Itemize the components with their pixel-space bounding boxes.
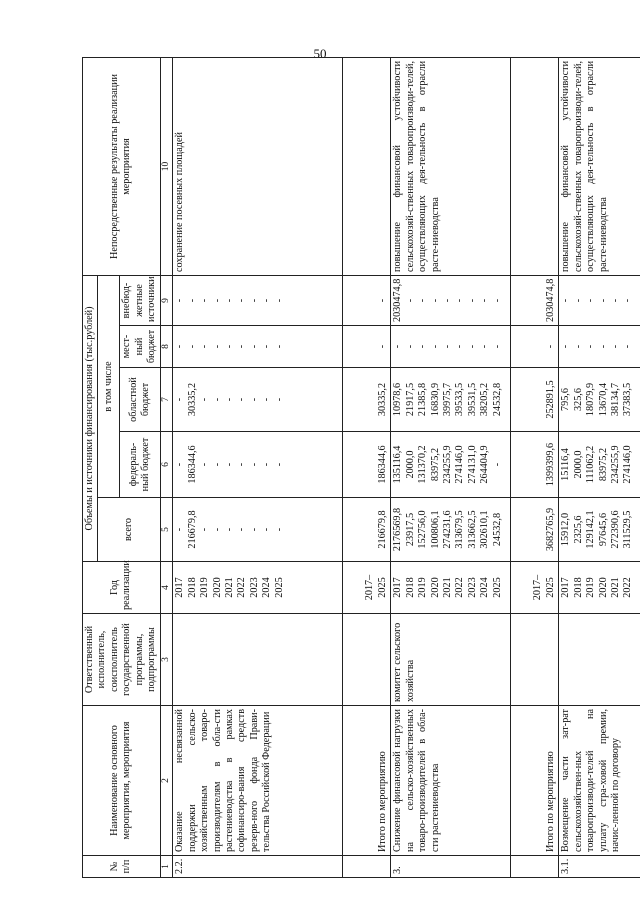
cell-value: - — [622, 298, 634, 303]
row-result: повышение финансовой устойчивости сельскохозяй-ственных товаропроизводи-телей, осуществляющих дея-тельность в отрасли расте-ниеводства — [391, 57, 511, 275]
col-number: 1 — [160, 856, 173, 878]
cell-value: - — [273, 298, 285, 303]
cell-value: 2022 — [454, 577, 466, 598]
cell-value: 97645,6 — [597, 512, 609, 547]
total-local: - — [343, 326, 391, 368]
cell-value: 129142,1 — [585, 510, 597, 549]
cell-value: - — [609, 298, 621, 303]
cell-value: - — [211, 298, 223, 303]
cell-value: 2000,0 — [572, 450, 584, 479]
row-extra — [559, 275, 640, 325]
cell-value: - — [441, 344, 453, 349]
cell-value: - — [404, 344, 416, 349]
cell-value: - — [479, 298, 491, 303]
row-result: сохранение посевных площадей — [173, 57, 343, 275]
row-extra — [173, 275, 343, 325]
row-years — [391, 562, 511, 614]
cell-value: - — [211, 462, 223, 467]
column-numbers-row — [160, 57, 173, 877]
cell-value: - — [261, 527, 273, 532]
cell-value: - — [441, 298, 453, 303]
row-years — [559, 562, 640, 614]
row-local — [173, 326, 343, 368]
cell-value: 2021 — [223, 577, 235, 598]
cell-value: 216679,8 — [186, 510, 198, 549]
cell-value: 2176569,8 — [392, 507, 404, 552]
cell-value: - — [174, 527, 186, 532]
cell-value: 2023 — [248, 577, 260, 598]
cell-value: 264404,9 — [479, 445, 491, 484]
cell-value: - — [417, 298, 429, 303]
cell-value: - — [466, 298, 478, 303]
header-federal: федераль-ный бюджет — [120, 432, 160, 498]
cell-value: - — [392, 344, 404, 349]
cell-value: - — [248, 344, 260, 349]
cell-value: - — [174, 298, 186, 303]
cell-value: - — [223, 397, 235, 402]
cell-value: - — [261, 462, 273, 467]
cell-value: 2024 — [261, 577, 273, 598]
cell-value: - — [174, 397, 186, 402]
col-number: 3 — [160, 614, 173, 706]
cell-value: - — [491, 462, 503, 467]
cell-value: - — [211, 397, 223, 402]
cell-value: 2019 — [417, 577, 429, 598]
row-federal — [559, 432, 640, 498]
row-extra — [391, 275, 511, 325]
row-total — [391, 498, 511, 562]
col-number: 7 — [160, 368, 173, 432]
cell-value: 18079,9 — [585, 382, 597, 417]
cell-value: 274146,0 — [622, 445, 634, 484]
cell-value: 2019 — [585, 577, 597, 598]
total-sum: 3682765,9 — [511, 498, 559, 562]
cell-value: - — [248, 397, 260, 402]
cell-value: 234255,9 — [609, 445, 621, 484]
cell-value: - — [174, 462, 186, 467]
row-years — [173, 562, 343, 614]
cell-value: - — [261, 397, 273, 402]
cell-value: - — [186, 344, 198, 349]
cell-value: - — [211, 527, 223, 532]
cell-value: 2022 — [236, 577, 248, 598]
cell-value: 186344,6 — [186, 445, 198, 484]
header-num: № п/п — [83, 856, 161, 878]
cell-value: 111062,2 — [585, 445, 597, 484]
row-local — [559, 326, 640, 368]
cell-value: 234255,9 — [441, 445, 453, 484]
cell-value: 2018 — [186, 577, 198, 598]
row-name: Возмещение части зат-рат сельскохозяйствен-ных товаропроизводи-телей на уплату стра-ховой премии, начис-ленной по договору — [559, 706, 640, 856]
cell-value: 37383,5 — [622, 382, 634, 417]
cell-value: - — [223, 344, 235, 349]
total-regional: 30335,2 — [343, 368, 391, 432]
cell-value: - — [223, 298, 235, 303]
col-number: 9 — [160, 275, 173, 325]
row-federal — [173, 432, 343, 498]
row-total — [173, 498, 343, 562]
cell-value: 15116,4 — [560, 448, 572, 481]
row-responsible: комитет сельского хозяйства — [391, 614, 511, 706]
cell-value: - — [609, 344, 621, 349]
cell-value: 135116,4 — [392, 445, 404, 484]
table-row-2-2 — [173, 57, 343, 877]
total-extra: - — [343, 275, 391, 325]
cell-value: - — [248, 298, 260, 303]
cell-value: 2000,0 — [404, 450, 416, 479]
row-responsible — [559, 614, 640, 706]
cell-value: - — [236, 344, 248, 349]
row-name: Снижение финансовой нагрузки на сельско-хозяйственных товаро-производителей в обла-сти растениеводства — [391, 706, 511, 856]
rotated-page — [82, 58, 634, 878]
cell-value: 272390,6 — [609, 510, 621, 549]
total-federal: 1399399,6 — [511, 432, 559, 498]
cell-value: 16830,9 — [429, 382, 441, 417]
cell-value: 311529,5 — [622, 510, 634, 549]
cell-value: - — [199, 527, 211, 532]
cell-value: - — [491, 298, 503, 303]
total-local: - — [511, 326, 559, 368]
total-label: Итого по мероприятию — [511, 706, 559, 856]
header-name: Наименование основного мероприятия, мероприятия — [83, 706, 161, 856]
cell-value: - — [572, 298, 584, 303]
cell-value: 23917,5 — [404, 512, 416, 547]
col-number: 10 — [160, 57, 173, 275]
cell-value: - — [186, 298, 198, 303]
cell-value: 274131,0 — [466, 445, 478, 484]
cell-value: 795,6 — [560, 388, 572, 411]
cell-value: - — [248, 462, 260, 467]
cell-value: 274146,0 — [454, 445, 466, 484]
cell-value: - — [261, 344, 273, 349]
header-inclusive: в том числе — [98, 275, 120, 497]
total-period: 2017–2025 — [343, 562, 391, 614]
col-number: 8 — [160, 326, 173, 368]
cell-value: 131370,2 — [417, 445, 429, 484]
total-period: 2017–2025 — [511, 562, 559, 614]
cell-value: - — [199, 397, 211, 402]
cell-value: 39975,7 — [441, 382, 453, 417]
cell-value: 313662,5 — [466, 510, 478, 549]
cell-value: 2020 — [597, 577, 609, 598]
cell-value: 100806,1 — [429, 510, 441, 549]
table-row-3-1 — [559, 57, 640, 877]
cell-value: 2022 — [622, 577, 634, 598]
cell-value: - — [273, 397, 285, 402]
cell-value: - — [174, 344, 186, 349]
cell-value: - — [560, 344, 572, 349]
cell-value: - — [479, 344, 491, 349]
cell-value: - — [236, 462, 248, 467]
cell-value: 274231,6 — [441, 510, 453, 549]
cell-value: - — [199, 462, 211, 467]
cell-value: 83975,2 — [597, 447, 609, 482]
cell-value: - — [236, 298, 248, 303]
cell-value: - — [491, 344, 503, 349]
row-local — [391, 326, 511, 368]
header-row-1 — [83, 57, 98, 877]
header-year: Год реализации — [83, 562, 161, 614]
row-federal — [391, 432, 511, 498]
row-total — [559, 498, 640, 562]
row-name: Оказание несвязанной поддержки сельско-хозяйственным товаро-производителям в обла-сти растениеводства в рамках софинансиро-вания средств резерв-ного фонда Прави-тельства Российской Федерации — [173, 706, 343, 856]
cell-value: 83975,2 — [429, 447, 441, 482]
header-responsible: Ответственный исполнитель, соисполнитель государственной программы, подпрограммы — [83, 614, 161, 706]
cell-value: 2020 — [211, 577, 223, 598]
cell-value: 2021 — [441, 577, 453, 598]
row-result: повышение финансовой устойчивости сельскохозяй-ственных товаропроизводи-телей, осуществляющих дея-тельность в отрасли расте-ниеводства — [559, 57, 640, 275]
cell-value: 2025 — [491, 577, 503, 598]
cell-value: - — [273, 527, 285, 532]
cell-value: 313679,5 — [454, 510, 466, 549]
cell-value: - — [454, 298, 466, 303]
cell-value: 2018 — [404, 577, 416, 598]
row-num: 3.1. — [559, 856, 640, 878]
header-result: Непосредственные результаты реализации мероприятия — [83, 57, 161, 275]
row-regional — [173, 368, 343, 432]
cell-value: - — [248, 527, 260, 532]
cell-value: 38205,2 — [479, 382, 491, 417]
header-regional: областной бюджет — [120, 368, 160, 432]
cell-value: 24532,8 — [491, 512, 503, 547]
cell-value: - — [236, 397, 248, 402]
cell-value: - — [261, 298, 273, 303]
col-number: 4 — [160, 562, 173, 614]
cell-value: 30335,2 — [186, 382, 198, 417]
program-funding-table — [82, 57, 640, 878]
total-regional: 252891,5 — [511, 368, 559, 432]
table-row-total-2-2 — [343, 57, 391, 877]
cell-value: - — [223, 527, 235, 532]
cell-value: - — [199, 298, 211, 303]
row-num: 2.2. — [173, 856, 343, 878]
cell-value: 24532,8 — [491, 382, 503, 417]
cell-value: - — [223, 462, 235, 467]
cell-value: - — [236, 527, 248, 532]
cell-value: - — [211, 344, 223, 349]
cell-value: - — [597, 344, 609, 349]
cell-value: 152756,0 — [417, 510, 429, 549]
table-row-3 — [391, 57, 511, 877]
cell-value: - — [417, 344, 429, 349]
cell-value: 2030474,8 — [392, 278, 404, 322]
cell-value: 2025 — [273, 577, 285, 598]
cell-value: - — [597, 298, 609, 303]
cell-value: 2019 — [199, 577, 211, 598]
cell-value: - — [454, 344, 466, 349]
cell-value: - — [560, 298, 572, 303]
col-number: 2 — [160, 706, 173, 856]
cell-value: 2018 — [572, 577, 584, 598]
header-extra: внебюд-жетные источники — [120, 275, 160, 325]
cell-value: - — [429, 344, 441, 349]
cell-value: 21917,5 — [404, 382, 416, 417]
row-regional — [391, 368, 511, 432]
cell-value: 15912,0 — [560, 512, 572, 547]
total-sum: 216679,8 — [343, 498, 391, 562]
cell-value: 13670,4 — [597, 382, 609, 417]
cell-value: 2017 — [174, 577, 186, 598]
cell-value: - — [404, 298, 416, 303]
cell-value: - — [466, 344, 478, 349]
total-extra: 2030474,8 — [511, 275, 559, 325]
cell-value: - — [572, 344, 584, 349]
col-number: 6 — [160, 432, 173, 498]
cell-value: 325,6 — [572, 388, 584, 411]
total-federal: 186344,6 — [343, 432, 391, 498]
cell-value: 2021 — [609, 577, 621, 598]
cell-value: 302610,1 — [479, 510, 491, 549]
cell-value: 21385,8 — [417, 382, 429, 417]
cell-value: 39533,5 — [454, 382, 466, 417]
table-row-total-3 — [511, 57, 559, 877]
cell-value: - — [273, 344, 285, 349]
cell-value: 2020 — [429, 577, 441, 598]
cell-value: 2017 — [392, 577, 404, 598]
cell-value: 38134,7 — [609, 382, 621, 417]
cell-value: - — [429, 298, 441, 303]
cell-value: 39531,5 — [466, 382, 478, 417]
col-number: 5 — [160, 498, 173, 562]
cell-value: - — [622, 344, 634, 349]
cell-value: - — [585, 344, 597, 349]
total-label: Итого по мероприятию — [343, 706, 391, 856]
row-regional — [559, 368, 640, 432]
row-responsible — [173, 614, 343, 706]
cell-value: 10978,6 — [392, 382, 404, 417]
header-local: мест-ный бюджет — [120, 326, 160, 368]
header-total: всего — [98, 498, 160, 562]
cell-value: 2325,6 — [572, 515, 584, 544]
cell-value: 2024 — [479, 577, 491, 598]
header-funding: Объемы и источники финансирования (тыс.рублей) — [83, 275, 98, 561]
cell-value: - — [585, 298, 597, 303]
cell-value: - — [273, 462, 285, 467]
cell-value: - — [199, 344, 211, 349]
cell-value: 2023 — [466, 577, 478, 598]
row-num: 3. — [391, 856, 511, 878]
cell-value: 2017 — [560, 577, 572, 598]
page-number: 50 — [313, 46, 327, 61]
